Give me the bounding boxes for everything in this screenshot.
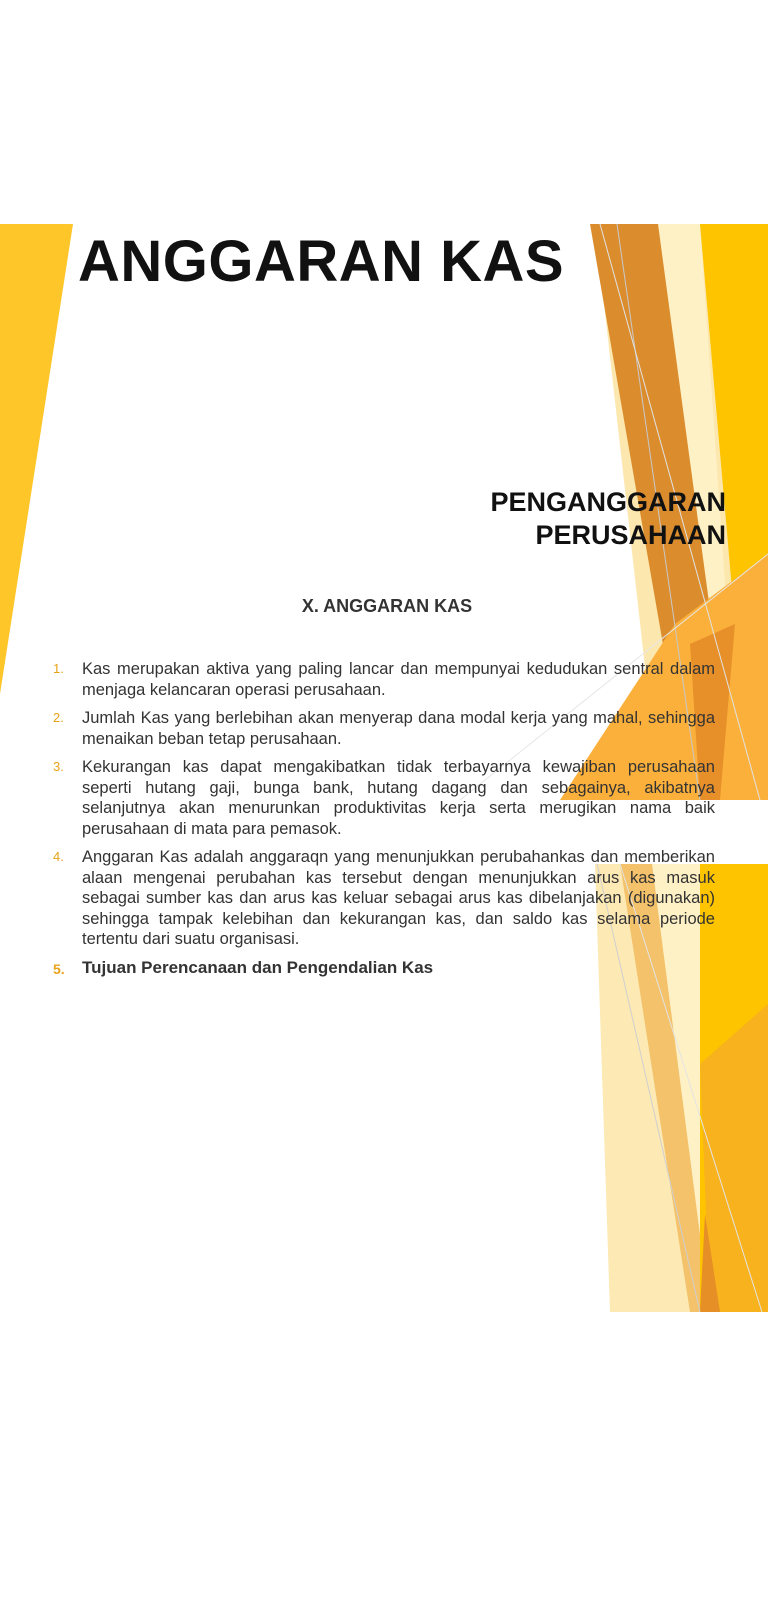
list-item-text: Anggaran Kas adalah anggaraqn yang menunjukkan perubahankas dan memberikan alaan mengenai perubahan kas tersebut dengan menunjukkan arus kas masuk sebagai sumber kas dan arus kas keluar sebagai arus kas dibelanjakan (digunakan) sehingga tampak kelebihan dan kekurangan kas, dan saldo kas selama periode tertentu dari suatu organisasi. [82, 848, 715, 948]
list-item [50, 708, 715, 749]
subtitle-line: PERUSAHAAN [535, 520, 726, 550]
list-item-number: 1. [53, 661, 64, 676]
section-heading-text: X. ANGGARAN KAS [301, 596, 473, 616]
list-item-number: 4. [53, 849, 64, 864]
slide-subtitle [490, 486, 726, 552]
list-item-number: 2. [53, 710, 64, 725]
section-heading [0, 596, 768, 617]
list-item [50, 757, 715, 839]
list-item-number: 3. [53, 759, 64, 774]
list-item [50, 958, 715, 979]
subtitle-line: PENGANGGARAN [490, 487, 726, 517]
slide-title: ANGGARAN KAS [78, 229, 565, 294]
list-item-text: Kekurangan kas dapat mengakibatkan tidak terbayarnya kewajiban perusahaan seperti hutang gaji, bunga bank, hutang dagang dan sebagainya, akibatnya selanjutnya akan menurunkan produktivitas kerja serta merugikan nama baik perusahaan di mata para pemasok. [82, 758, 715, 838]
numbered-list [50, 659, 715, 986]
list-item [50, 659, 715, 700]
list-item-text: Jumlah Kas yang berlebihan akan menyerap dana modal kerja yang mahal, sehingga menaikan beban tetap perusahaan. [82, 709, 715, 748]
list-item-number: 5. [53, 960, 65, 977]
list-item [50, 847, 715, 950]
list-item-text: Kas merupakan aktiva yang paling lancar dan mempunyai kedudukan sentral dalam menjaga kelancaran operasi perusahaan. [82, 660, 715, 699]
list-item-text: Tujuan Perencanaan dan Pengendalian Kas [82, 957, 434, 977]
